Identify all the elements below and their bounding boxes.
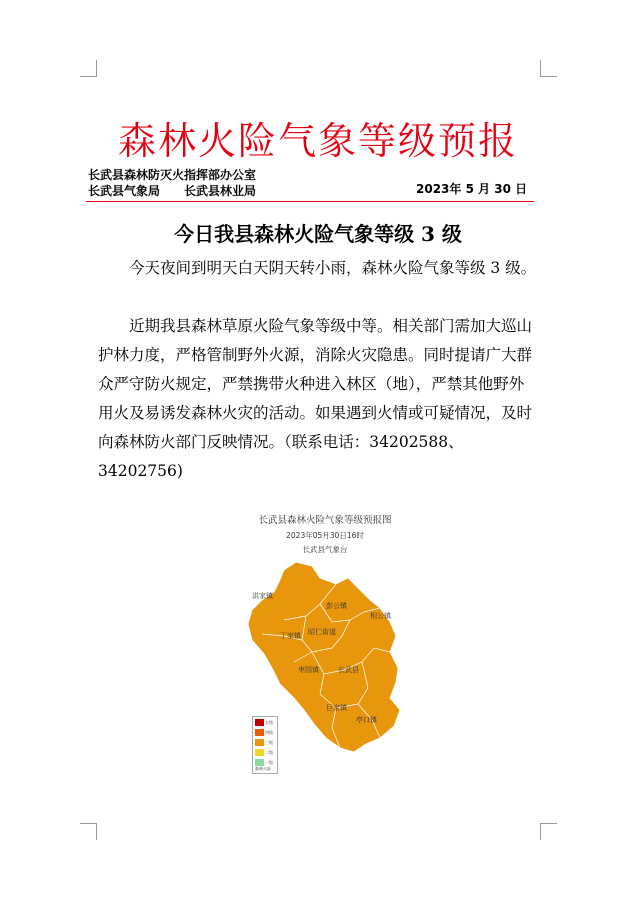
legend-label: 五级 <box>265 720 273 725</box>
legend-row <box>253 719 277 727</box>
legend-row <box>253 729 277 737</box>
issuer-forestry: 长武县林业局 <box>184 184 257 198</box>
legend-label: 四级 <box>265 730 273 735</box>
red-divider <box>86 201 534 202</box>
legend-swatch <box>255 729 264 736</box>
corner-mark-bottom-right <box>540 823 557 840</box>
paragraph-advice: 近期我县森林草原火险气象等级中等。相关部门需加大巡山护林力度，严格管制野外火源，消除火灾隐患。同时提请广大群众严守防火规定，严禁携带火种进入林区（地），严禁其他野外用火及易诱发森林火灾的活动。如果遇到火情或可疑情况，及时向森林防火部门反映情况。（联系电话：34202588、34202756) <box>98 317 533 480</box>
town-label: 长武县 <box>338 666 359 674</box>
corner-mark-top-left <box>80 60 97 77</box>
map-legend <box>252 716 278 774</box>
legend-swatch <box>255 739 264 746</box>
town-label: 亭口镇 <box>356 716 377 724</box>
town-label: 相公镇 <box>370 612 391 620</box>
legend-title: 森林火险 <box>255 766 271 771</box>
paragraph-forecast: 今天夜间到明天白天阴天转小雨，森林火险气象等级 3 级。 <box>129 259 537 277</box>
document-banner-title: 森林火险气象等级预报 <box>117 119 518 163</box>
corner-mark-bottom-left <box>80 823 97 840</box>
town-label: 洪家镇 <box>252 592 273 600</box>
map-time: 2023年05月30日16时 <box>286 531 364 540</box>
issue-date: 2023年 5 月 30 日 <box>416 182 528 196</box>
town-label: 枣园镇 <box>298 666 319 674</box>
legend-label: 一级 <box>265 760 273 765</box>
issuer-meteorology: 长武县气象局 <box>88 184 161 198</box>
issuer-line-1: 长武县森林防灭火指挥部办公室 <box>88 168 257 182</box>
map-org: 长武县气象台 <box>302 545 348 554</box>
town-label: 丁家镇 <box>280 632 301 640</box>
map-title: 长武县森林火险气象等级预报图 <box>258 515 392 526</box>
legend-row <box>253 749 277 757</box>
legend-label: 二级 <box>265 750 273 755</box>
corner-mark-top-right <box>540 60 557 77</box>
town-label: 巨家镇 <box>326 704 347 712</box>
legend-swatch <box>255 759 264 766</box>
issuer-line-2 <box>88 182 256 199</box>
town-label: 彭公镇 <box>326 602 347 610</box>
legend-label: 三级 <box>265 740 273 745</box>
legend-swatch <box>255 749 264 756</box>
legend-swatch <box>255 719 264 726</box>
report-heading: 今日我县森林火险气象等级 3 级 <box>174 222 462 246</box>
town-label: 昭仁街道 <box>308 628 336 636</box>
legend-row <box>253 739 277 747</box>
